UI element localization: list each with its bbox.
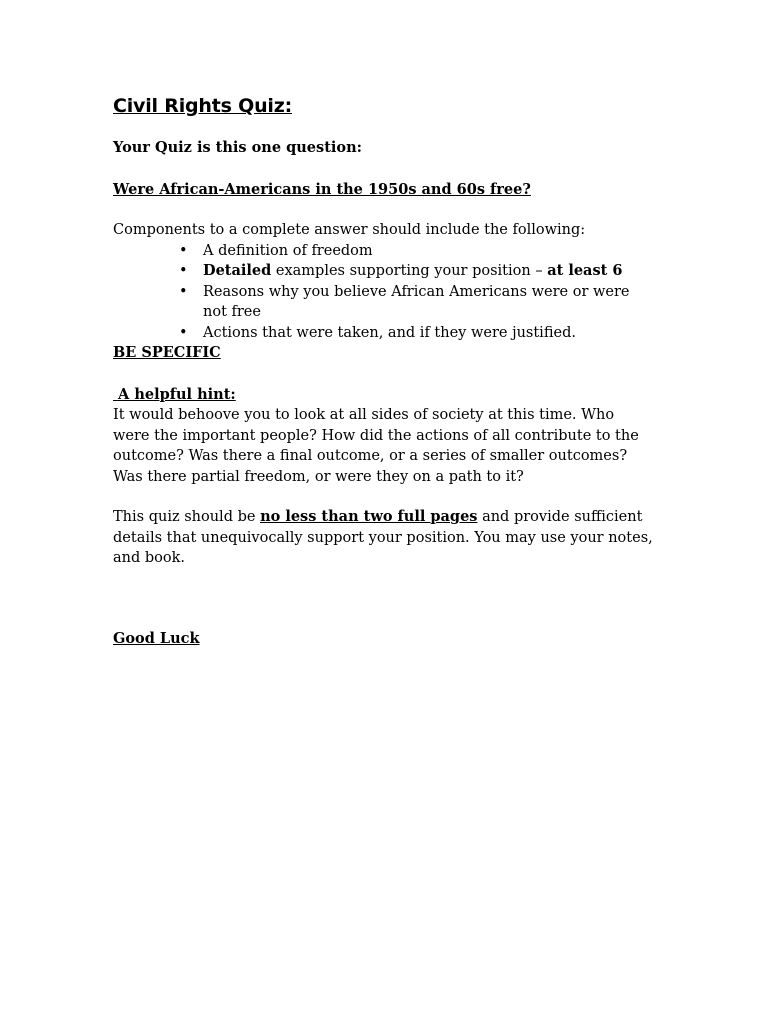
bullet-icon: •	[179, 283, 188, 300]
bullet-text: A definition of freedom	[203, 242, 373, 259]
bullet-icon: •	[179, 324, 188, 341]
bullet-text: Reasons why you believe African Americans were or were not free	[203, 283, 630, 320]
list-item	[113, 261, 653, 282]
closing-good-luck: Good Luck	[113, 629, 200, 647]
bullet-icon: •	[179, 263, 188, 279]
bullet-text: Actions that were taken, and if they were justified.	[203, 324, 576, 341]
length-text-before: This quiz should be	[113, 509, 261, 525]
length-emphasis: no less than two full pages	[260, 508, 478, 525]
bullet-bold-end: at least 6	[547, 262, 623, 279]
bullet-icon: •	[179, 242, 188, 259]
hint-heading: A helpful hint:	[113, 385, 236, 403]
hint-body: It would behoove you to look at all sides of society at this time. Who were the important people? How did the actions of all contribute to the outcome? Was there a final outcome, or a series of smaller outcomes? Was there partial freedom, or were they on a path to it?	[113, 407, 639, 485]
page-title: Civil Rights Quiz:	[113, 95, 293, 117]
length-text-after: and provide sufficient details that unequivocally support your position. You may use your notes, and book.	[113, 509, 653, 566]
be-specific-note: BE SPECIFIC	[113, 344, 221, 361]
list-item	[113, 282, 653, 323]
list-item	[113, 241, 653, 262]
length-requirement	[113, 507, 653, 569]
bullet-text: examples supporting your position –	[271, 263, 548, 279]
quiz-content	[113, 94, 653, 649]
components-intro: Components to a complete answer should include the following:	[113, 222, 586, 238]
list-item	[113, 323, 653, 344]
components-list	[113, 241, 653, 344]
quiz-question: Were African-Americans in the 1950s and 60s free?	[113, 180, 531, 198]
bullet-bold-lead: Detailed	[203, 262, 272, 279]
quiz-intro: Your Quiz is this one question:	[113, 139, 362, 156]
